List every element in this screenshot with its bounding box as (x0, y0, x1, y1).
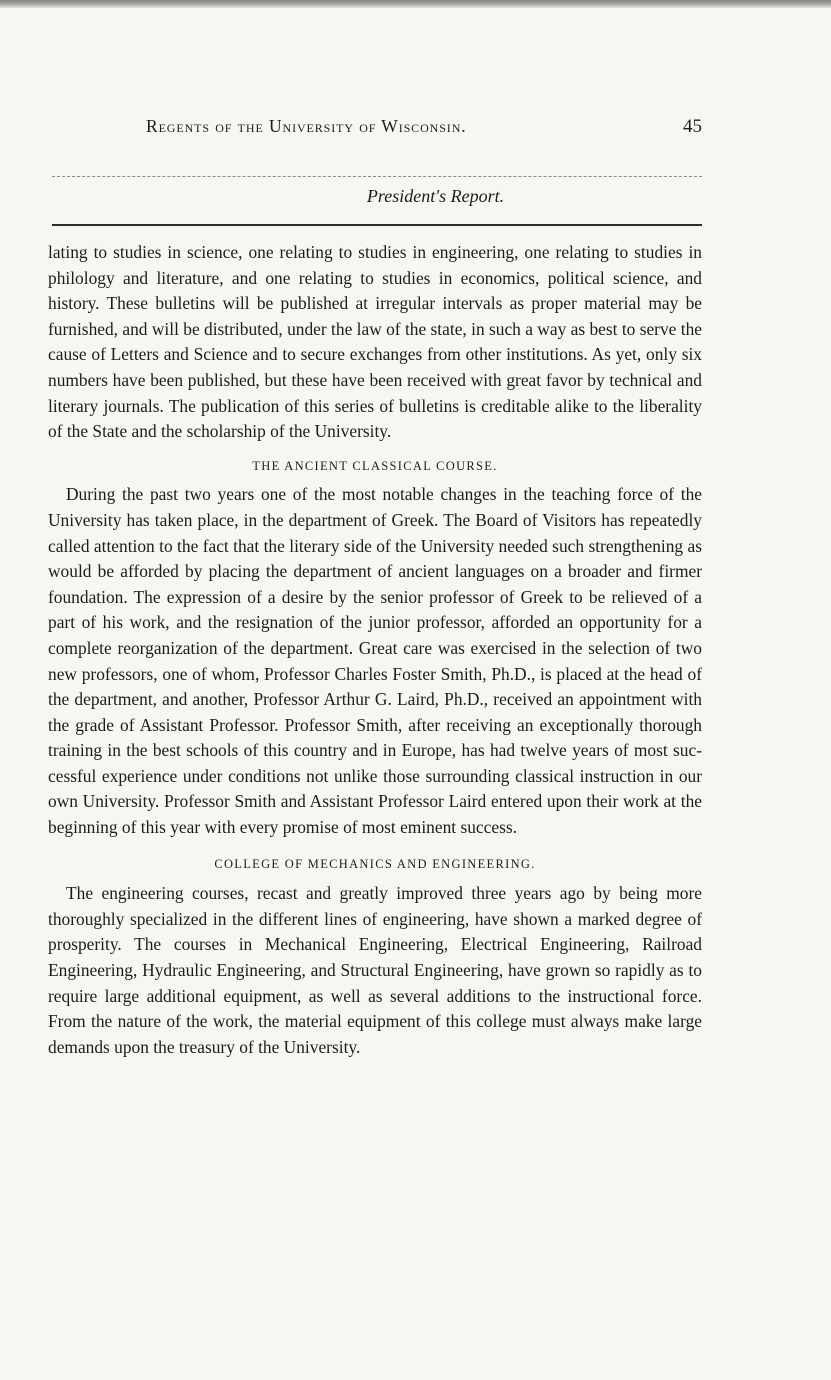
subhead-college-of-mechanics: COLLEGE OF MECHANICS AND ENGINEERING. (214, 856, 536, 871)
subhead-ancient-classical-course: THE ANCIENT CLASSICAL COURSE. (252, 458, 498, 473)
header-rule-thin (52, 176, 702, 177)
paragraph-greek-department: During the past two years one of the most notable changes in the teaching force of the University has taken place, in the department of Greek. The Board of Visitors has repeatedly called attention to the fact that the literary side of the University needed such strengthening as would be afforded by placing the department of ancient languages on a broader and firmer foundation. The expression of a desire by the senior professor of Greek to be relieved of a part of his work, and the resignation of the junior professor, afforded an opportunity for a complete reorganization of the department. Great care was exercised in the selection of two new professors, one of whom, Professor Charles Foster Smith, Ph.D., is placed at the head of the department, and another, Professor Arthur G. Laird, Ph.D., received an appointment with the grade of Assistant Professor. Professor Smith, after receiving an exceptionally thorough training in the best schools of this country and in Europe, has had twelve years of most successful experience under conditions not unlike those surrounding classical instruction in our own University. Professor Smith and Assistant Professor Laird entered upon their work at the beginning of this year with every promise of most eminent success. (48, 484, 702, 838)
paragraph-engineering-courses: The engineering courses, recast and greatly improved three years ago by being more thoroughly specialized in the different lines of engineering, have shown a marked degree of prosperity. The courses in Mechanical Engineering, Electrical Engineering, Railroad Engineering, Hydraulic Engineering, and Structural Engineering, have grown so rapidly as to require large additional equipment, as well as several additions to the instructional force. From the nature of the work, the material equipment of this college must always make large demands upon the treasury of the University. (48, 883, 702, 1057)
report-body (48, 240, 702, 1060)
scanned-page-edge (0, 0, 831, 8)
running-header (60, 116, 720, 146)
page-number: 45 (683, 116, 702, 137)
header-rule-thick (52, 224, 702, 226)
running-title: Regents of the University of Wisconsin. (146, 116, 467, 136)
paragraph-bulletins: lating to studies in science, one relating to studies in engineering, one relating to studies in philology and literature, and one relating to studies in economics, political science, and history. These bulletins will be published at irregular intervals as proper material may be furnished, and will be distributed, under the law of the state, in such a way as best to serve the cause of Letters and Science and to secure exchanges from other institutions. As yet, only six numbers have been published, but these have been received with great favor by technical and literary journals. The publication of this series of bulletins is creditable alike to the liberality of the State and the scholarship of the University. (48, 242, 702, 442)
section-title: President's Report. (366, 186, 505, 206)
